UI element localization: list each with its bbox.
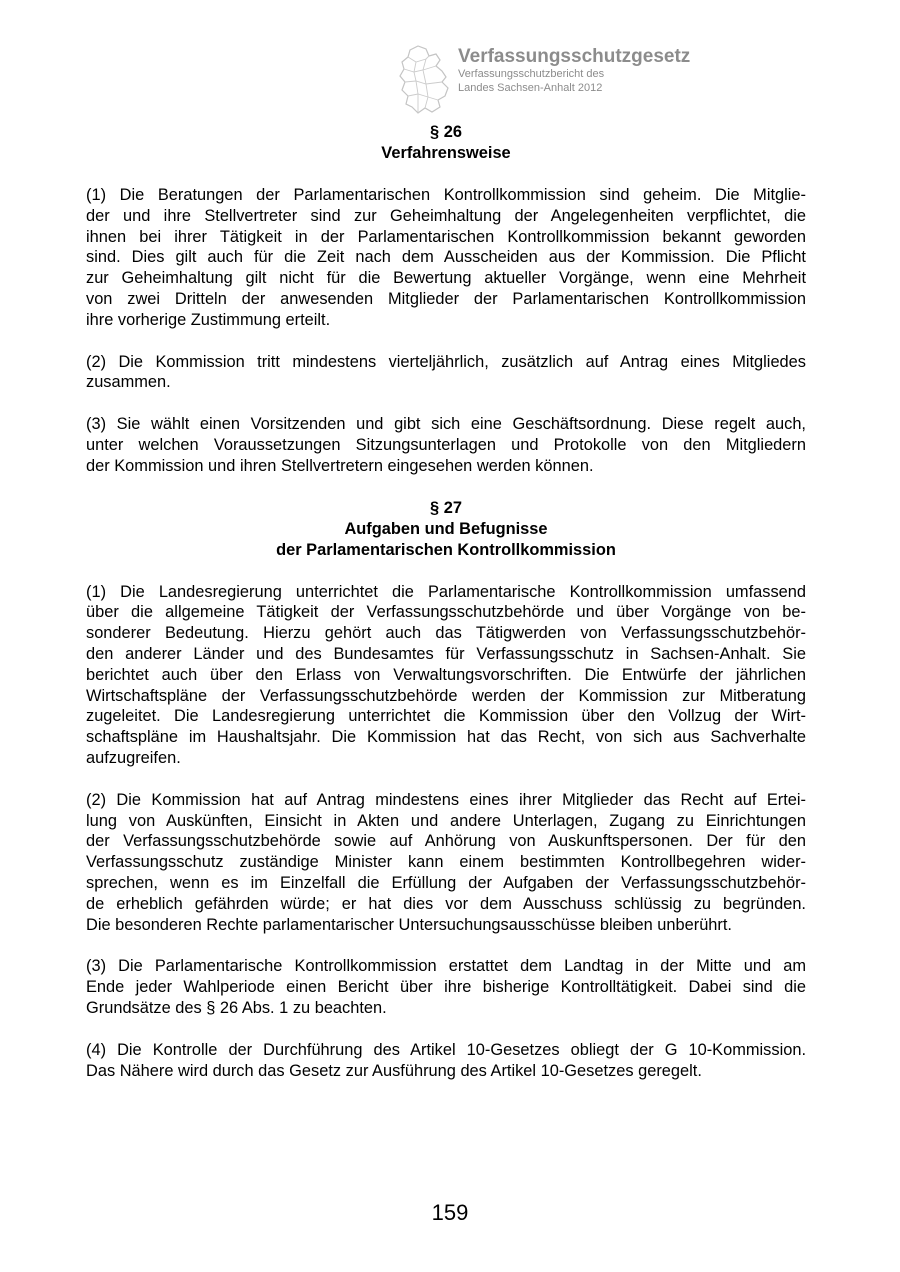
paragraph-line: (1) Die Beratungen der Parlamentarischen Kontrollkommission sind geheim. Die Mitglie- — [86, 186, 806, 204]
paragraph — [86, 582, 806, 769]
paragraph-line: unter welchen Voraussetzungen Sitzungsunterlagen und Protokolle von den Mitgliedern — [86, 435, 806, 454]
section-27 — [86, 498, 806, 1082]
paragraph-line: Ende jeder Wahlperiode einen Bericht über ihre bisherige Kontrolltätigkeit. Dabei sind die — [86, 978, 806, 997]
paragraph-line: sonderer Bedeutung. Hierzu gehört auch das Tätigwerden von Verfassungsschutzbehör- — [86, 624, 806, 643]
paragraph — [86, 414, 806, 476]
paragraph-line: Das Nähere wird durch das Gesetz zur Ausführung des Artikel 10-Gesetzes geregelt. — [86, 1061, 702, 1080]
paragraph-line: zugeleitet. Die Landesregierung unterrichtet die Kommission über den Vollzug der Wirt- — [86, 707, 806, 726]
paragraph-line: über die allgemeine Tätigkeit der Verfassungsschutzbehörde und über Vorgänge von be- — [86, 603, 806, 622]
paragraph-line: (2) Die Kommission hat auf Antrag mindestens eines ihrer Mitglieder das Recht auf Ertei- — [86, 790, 806, 809]
section-title: Verfahrensweise — [381, 144, 511, 162]
paragraph-line: ihre vorherige Zustimmung erteilt. — [86, 310, 331, 329]
sachsen-anhalt-map-icon — [396, 44, 456, 116]
paragraph-line: (3) Die Parlamentarische Kontrollkommission erstattet dem Landtag in der Mitte und am — [86, 957, 806, 976]
paragraph-line: Wirtschaftspläne der Verfassungsschutzbehörde werden der Kommission zur Mitberatung — [86, 686, 806, 705]
paragraph-line: (4) Die Kontrolle der Durchführung des Artikel 10-Gesetzes obliegt der G 10-Kommission. — [86, 1040, 806, 1059]
page-header — [396, 44, 756, 116]
header-text — [458, 46, 690, 95]
section-number: § 27 — [430, 498, 462, 517]
paragraph-line: de erheblich gefährden würde; er hat dies vor dem Ausschuss schlüssig zu begründen. — [86, 894, 806, 913]
section-title: der Parlamentarischen Kontrollkommission — [276, 540, 616, 559]
paragraph-line: Die besonderen Rechte parlamentarischer Untersuchungsausschüsse bleiben unberührt. — [86, 915, 732, 934]
paragraph — [86, 1040, 806, 1082]
paragraph-line: (2) Die Kommission tritt mindestens vierteljährlich, zusätzlich auf Antrag eines Mitgliedes — [86, 352, 806, 371]
header-subtitle-line-2: Landes Sachsen-Anhalt 2012 — [458, 81, 603, 94]
paragraph-line: den anderer Länder und des Bundesamtes für Verfassungsschutz in Sachsen-Anhalt. Sie — [86, 644, 806, 663]
section-title: Aufgaben und Befugnisse — [344, 519, 548, 538]
paragraph-line: (3) Sie wählt einen Vorsitzenden und gibt sich eine Geschäftsordnung. Diese regelt auch, — [86, 415, 806, 434]
paragraph-line: (1) Die Landesregierung unterrichtet die Parlamentarische Kontrollkommission umfassend — [86, 582, 806, 601]
paragraph-line: zur Geheimhaltung gilt nicht für die Bewertung aktueller Vorgänge, wenn eine Mehrheit — [86, 269, 806, 288]
paragraph-line: sprechen, wenn es im Einzelfall die Erfüllung der Aufgaben der Verfassungsschutzbehör- — [86, 873, 806, 892]
paragraph-line: berichtet auch über den Erlass von Verwaltungsvorschriften. Die Entwürfe der jährlichen — [86, 665, 806, 684]
paragraph-line: Verfassungsschutz zuständige Minister kann einem bestimmten Kontrollbegehren wider- — [86, 853, 806, 872]
paragraph-line: von zwei Dritteln der anwesenden Mitglieder der Parlamentarischen Kontrollkommission — [86, 289, 806, 308]
paragraph-line: der Kommission und ihren Stellvertretern eingesehen werden können. — [86, 456, 594, 475]
paragraph-line: lung von Auskünften, Einsicht in Akten und andere Unterlagen, Zugang zu Einrichtungen — [86, 811, 806, 830]
paragraph — [86, 956, 806, 1018]
section-26 — [86, 122, 806, 477]
section-number: § 26 — [430, 123, 462, 141]
paragraph-line: aufzugreifen. — [86, 748, 181, 767]
page-number: 159 — [431, 1200, 469, 1225]
header-title: Verfassungsschutzgesetz — [458, 46, 691, 67]
paragraph-line: sind. Dies gilt auch für die Zeit nach dem Ausscheiden aus der Kommission. Die Pflicht — [86, 248, 806, 267]
paragraph-line: zusammen. — [86, 373, 171, 392]
paragraph-line: schaftspläne im Haushaltsjahr. Die Kommission hat das Recht, von sich aus Sachverhalte — [86, 728, 806, 747]
paragraph — [86, 352, 806, 394]
paragraph-line: der und ihre Stellvertreter sind zur Geheimhaltung der Angelegenheiten verpflichtet, die — [86, 206, 806, 225]
header-subtitle-line-1: Verfassungsschutzbericht des — [458, 68, 605, 80]
paragraph — [86, 790, 806, 936]
paragraph-line: der Verfassungsschutzbehörde sowie auf Anhörung von Auskunftspersonen. Der für den — [86, 832, 806, 851]
paragraph — [86, 185, 806, 331]
paragraph-line: Grundsätze des § 26 Abs. 1 zu beachten. — [86, 998, 387, 1017]
document-body — [86, 122, 806, 1081]
paragraph-line: ihnen bei ihrer Tätigkeit in der Parlamentarischen Kontrollkommission bekannt geworden — [86, 227, 806, 246]
